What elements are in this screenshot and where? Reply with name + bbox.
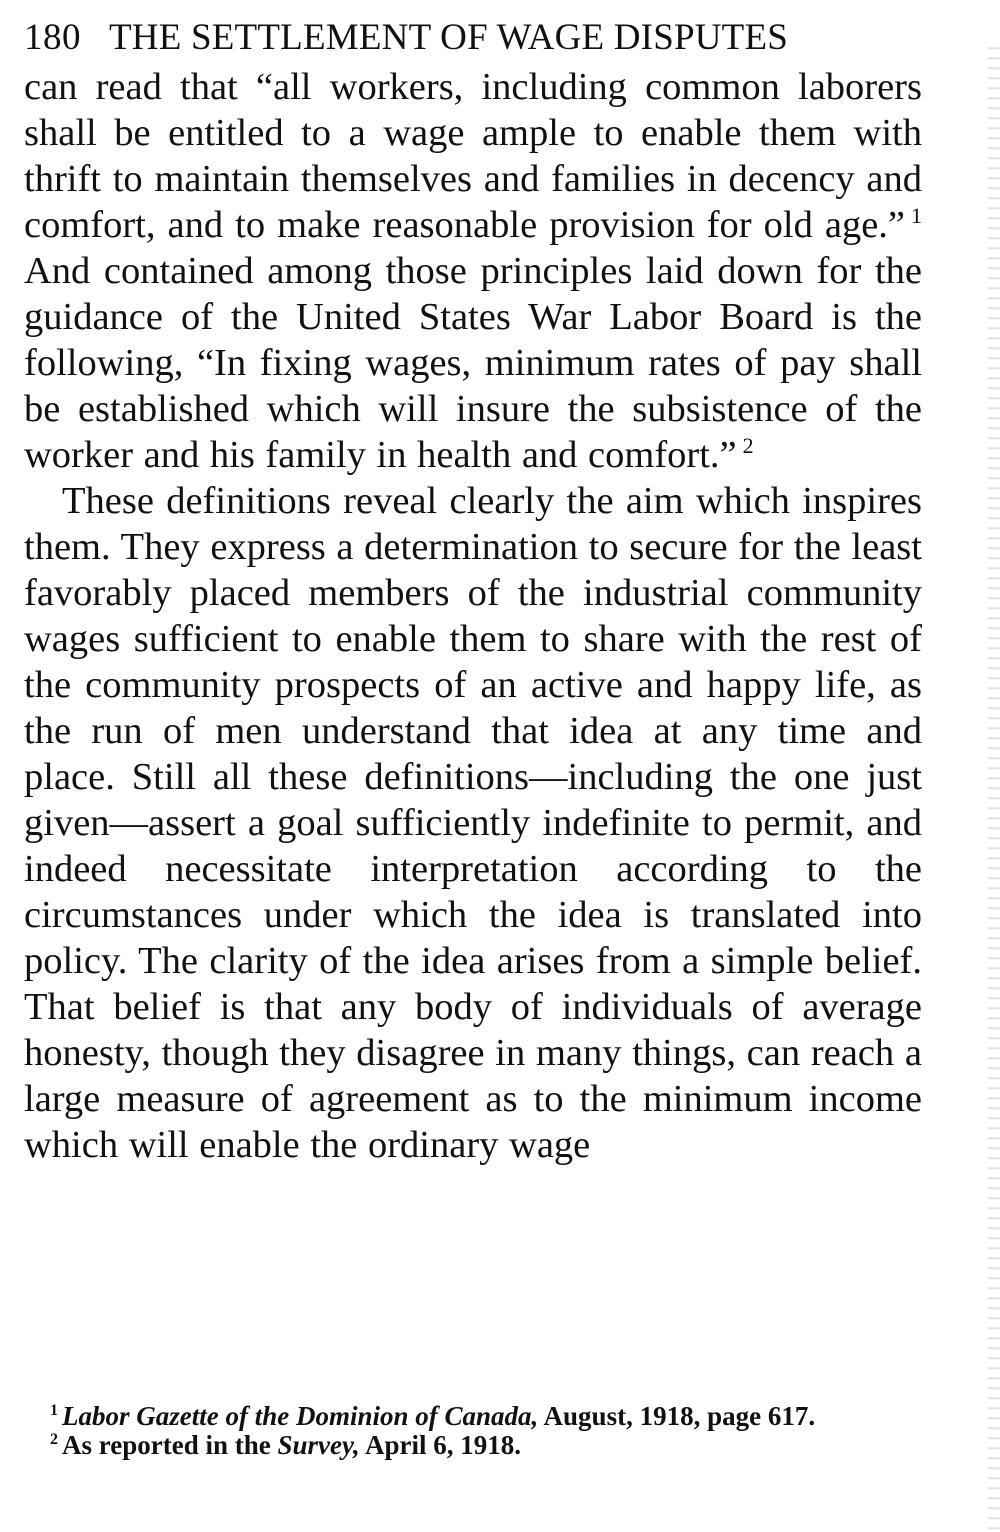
paragraph-1-text: can read that “all workers, including common laborers shall be entitled to a wage ample to enable them with thrift to maintain themselves and families in decency and comfort, and to make reasonable provision for old age.” [24,66,922,246]
running-head [24,14,922,64]
page-title: THE SETTLEMENT OF WAGE DISPUTES [109,17,789,58]
paragraph-1-continued: And contained among those principles laid down for the guidance of the United States War Labor Board is the following, “In fixing wages, minimum rates of pay shall be established which will insure the subsistence of the worker and his family in health and comfort.” [24,250,922,476]
footnote-1-source-title: Labor Gazette of the Dominion of Canada, [62,1401,539,1431]
footnote-2 [24,1431,922,1460]
page-number: 180 [24,17,81,58]
footnote-1 [24,1402,922,1431]
paragraph-1 [24,64,922,478]
footnote-1-details: August, 1918, page 617. [543,1401,816,1431]
footnote-2-marker: 2 [50,1431,58,1448]
page [24,14,922,1168]
footnote-ref-2: 2 [742,433,754,458]
scan-edge-speckle [988,40,1000,1532]
footnotes [24,1402,922,1460]
footnote-2-lead: As reported in the [62,1430,271,1460]
footnote-ref-1: 1 [911,203,922,228]
body-text [24,64,922,1168]
footnote-1-marker: 1 [50,1402,58,1419]
footnote-2-details: April 6, 1918. [365,1430,522,1460]
paragraph-2: These definitions reveal clearly the aim which inspires them. They express a determination to secure for the least favorably placed members of the industrial community wages sufficient to enable them to share with the rest of the community prospects of an active and happy life, as the run of men understand that idea at any time and place. Still all these definitions—including the one just given—assert a goal sufficiently indefinite to permit, and indeed necessitate interpretation according to the circumstances under which the idea is translated into policy. The clarity of the idea arises from a simple belief. That belief is that any body of individuals of average honesty, though they disagree in many things, can reach a large measure of agreement as to the minimum income which will enable the ordinary wage [24,480,922,1166]
footnote-2-source-title: Survey, [277,1430,360,1460]
